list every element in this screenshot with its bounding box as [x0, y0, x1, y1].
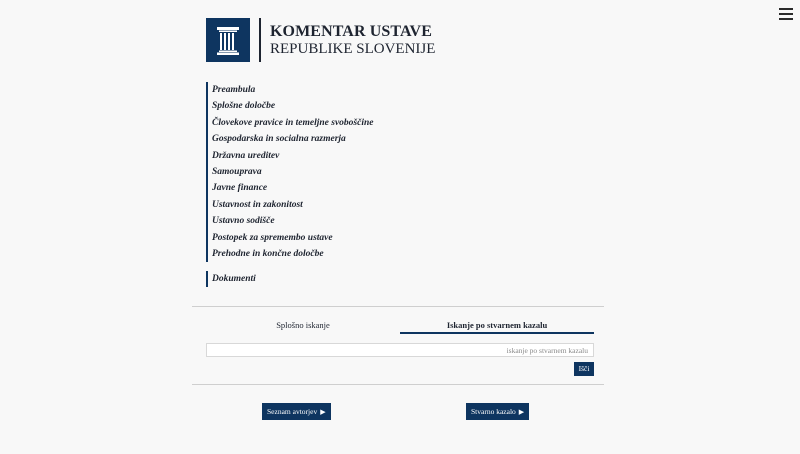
nav-item-samouprava[interactable]: Samouprava: [212, 166, 262, 177]
menu-line: [779, 8, 793, 10]
nav-item-drzavna-ureditev[interactable]: Državna ureditev: [212, 150, 280, 161]
nav-item-splosne-dolocbe[interactable]: Splošne določbe: [212, 101, 276, 112]
nav-item-gospodarska-razmerja[interactable]: Gospodarska in socialna razmerja: [212, 134, 346, 145]
site-title-line2[interactable]: REPUBLIKE SLOVENIJE: [270, 41, 436, 57]
nav-item-clovekove-pravice[interactable]: Človekove pravice in temeljne svoboščine: [212, 117, 374, 128]
authors-list-button[interactable]: [262, 403, 331, 420]
nav-item-javne-finance[interactable]: Javne finance: [212, 183, 268, 194]
menu-line: [779, 13, 793, 15]
tab-general-search[interactable]: Splošno iskanje: [276, 320, 330, 330]
nav-item-sprememba-ustave[interactable]: Postopek za spremembo ustave: [212, 232, 333, 243]
divider-top: [192, 306, 604, 307]
nav-item-preambula[interactable]: Preambula: [212, 85, 256, 95]
subject-index-label: Stvarno kazalo: [471, 407, 516, 416]
authors-list-label: Seznam avtorjev: [267, 407, 318, 416]
hamburger-menu-icon[interactable]: [779, 7, 793, 19]
menu-line: [779, 18, 793, 20]
documents-nav: [206, 271, 256, 287]
nav-item-ustavno-sodisce[interactable]: Ustavno sodišče: [212, 216, 275, 227]
nav-item-prehodne-dolocbe[interactable]: Prehodne in končne določbe: [212, 248, 324, 259]
chapter-nav: [206, 82, 373, 262]
search-input[interactable]: [206, 343, 594, 357]
divider-bottom: [192, 384, 604, 385]
subject-index-button[interactable]: [466, 403, 529, 420]
tab-index-search[interactable]: Iskanje po stvarnem kazalu: [400, 318, 594, 334]
play-triangle-icon: ▶: [518, 408, 525, 416]
site-title-line1[interactable]: KOMENTAR USTAVE: [270, 23, 432, 40]
logo-divider: [259, 18, 261, 62]
column-pillar-icon[interactable]: [206, 18, 250, 62]
play-triangle-icon: ▶: [320, 408, 326, 416]
nav-item-dokumenti[interactable]: Dokumenti: [212, 274, 256, 284]
nav-item-ustavnost-zakonitost[interactable]: Ustavnost in zakonitost: [212, 199, 303, 210]
search-button[interactable]: Išči: [574, 362, 594, 376]
